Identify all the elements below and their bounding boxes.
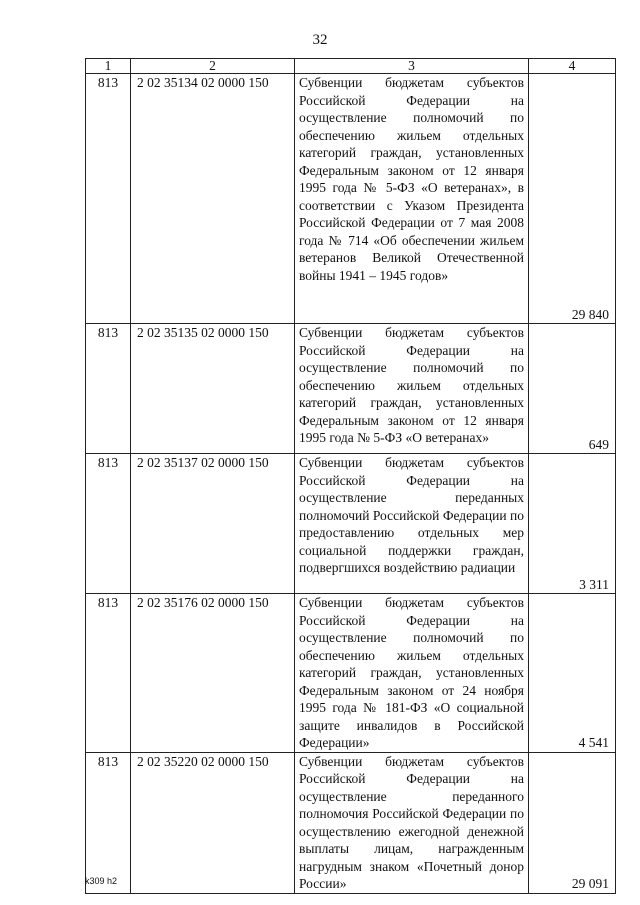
description: Субвенции бюджетам субъектов Российской Федерации на осуществление полномочий по обеспечению жильем отдельных категорий граждан, установленных Федеральным законом от 12 января 1995 года № 5-ФЗ «О ветеранах» bbox=[295, 324, 529, 454]
admin-code: 813 bbox=[86, 594, 131, 753]
description: Субвенции бюджетам субъектов Российской Федерации на осуществление полномочий по обеспечению жильем отдельных категорий граждан, установленных Федеральным законом от 24 ноября 1995 года № 181-ФЗ «О социальной защите инвалидов в Российской Федерации» bbox=[295, 594, 529, 753]
amount: 3 311 bbox=[529, 454, 616, 594]
description: Субвенции бюджетам субъектов Российской Федерации на осуществление переданных полномочий Российской Федерации по предоставлению отдельных мер социальной поддержки граждан, подвергшихся воздействию радиации bbox=[295, 454, 529, 594]
header-col-1: 1 bbox=[86, 59, 131, 74]
header-row bbox=[86, 59, 616, 74]
admin-code: 813 bbox=[86, 454, 131, 594]
table-row bbox=[86, 324, 616, 454]
budget-code: 2 02 35135 02 0000 150 bbox=[131, 324, 295, 454]
budget-code: 2 02 35137 02 0000 150 bbox=[131, 454, 295, 594]
page-number: 32 bbox=[312, 32, 328, 48]
table-row bbox=[86, 74, 616, 324]
header-col-3: 3 bbox=[295, 59, 529, 74]
amount: 649 bbox=[529, 324, 616, 454]
amount: 29 840 bbox=[529, 74, 616, 324]
budget-code: 2 02 35176 02 0000 150 bbox=[131, 594, 295, 753]
header-col-4: 4 bbox=[529, 59, 616, 74]
amount: 29 091 bbox=[529, 752, 616, 893]
table-row bbox=[86, 594, 616, 753]
table-row bbox=[86, 454, 616, 594]
budget-code: 2 02 35220 02 0000 150 bbox=[131, 752, 295, 893]
admin-code: 813 bbox=[86, 74, 131, 324]
admin-code: 813 bbox=[86, 752, 131, 893]
footer-code: k309 h2 bbox=[85, 876, 118, 886]
admin-code: 813 bbox=[86, 324, 131, 454]
budget-table bbox=[85, 58, 616, 894]
table-row bbox=[86, 752, 616, 893]
amount: 4 541 bbox=[529, 594, 616, 753]
header-col-2: 2 bbox=[131, 59, 295, 74]
description: Субвенции бюджетам субъектов Российской Федерации на осуществление полномочий по обеспечению жильем отдельных категорий граждан, установленных Федеральным законом от 12 января 1995 года № 5-ФЗ «О ветеранах», в соответствии с Указом Президента Российской Федерации от 7 мая 2008 года № 714 «Об обеспечении жильем ветеранов Великой Отечественной войны 1941 – 1945 годов» bbox=[295, 74, 529, 324]
description: Субвенции бюджетам субъектов Российской Федерации на осуществление переданного полномочия Российской Федерации по осуществлению ежегодной денежной выплаты лицам, награжденным нагрудным знаком «Почетный донор России» bbox=[295, 752, 529, 893]
budget-code: 2 02 35134 02 0000 150 bbox=[131, 74, 295, 324]
